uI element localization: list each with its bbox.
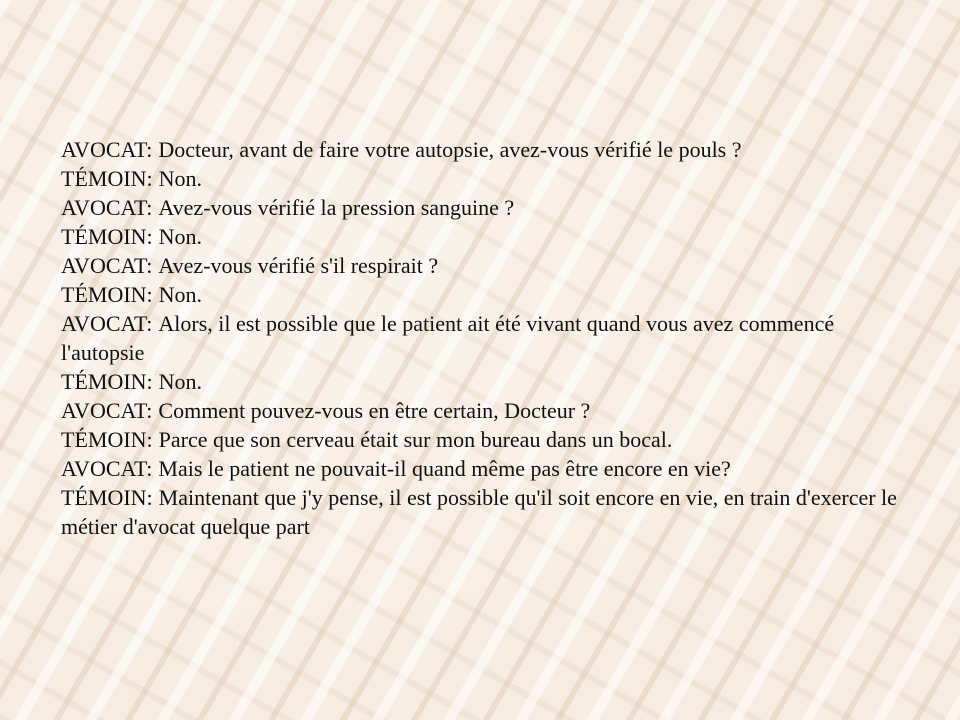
speaker-label: AVOCAT:: [61, 311, 153, 336]
dialogue-line: [61, 367, 921, 396]
dialogue-line: [61, 425, 921, 454]
dialogue-line: [61, 483, 921, 541]
dialogue-text: Docteur, avant de faire votre autopsie, avez-vous vérifié le pouls ?: [158, 137, 742, 162]
dialogue-line: [61, 164, 921, 193]
dialogue-text: Maintenant que j'y pense, il est possible qu'il soit encore en vie, en train d'exercer le métier d'avocat quelque part: [61, 485, 897, 539]
speaker-label: AVOCAT:: [61, 137, 153, 162]
dialogue-line: [61, 222, 921, 251]
dialogue-text: Avez-vous vérifié la pression sanguine ?: [158, 195, 515, 220]
speaker-label: AVOCAT:: [61, 253, 153, 278]
dialogue-text: Comment pouvez-vous en être certain, Docteur ?: [158, 398, 591, 423]
dialogue-text: Avez-vous vérifié s'il respirait ?: [158, 253, 439, 278]
speaker-label: TÉMOIN:: [61, 485, 153, 510]
speaker-label: AVOCAT:: [61, 398, 153, 423]
dialogue-line: [61, 454, 921, 483]
dialogue-text: Alors, il est possible que le patient ait été vivant quand vous avez commencé l'autopsie: [61, 311, 835, 365]
dialogue-line: [61, 193, 921, 222]
speaker-label: TÉMOIN:: [61, 369, 153, 394]
dialogue-transcript: [61, 135, 921, 541]
dialogue-line: [61, 396, 921, 425]
dialogue-text: Non.: [158, 224, 203, 249]
speaker-label: TÉMOIN:: [61, 427, 153, 452]
dialogue-text: Mais le patient ne pouvait-il quand même pas être encore en vie?: [158, 456, 731, 481]
speaker-label: AVOCAT:: [61, 456, 153, 481]
dialogue-line: [61, 280, 921, 309]
dialogue-line: [61, 309, 921, 367]
dialogue-text: Non.: [158, 282, 203, 307]
dialogue-text: Parce que son cerveau était sur mon bureau dans un bocal.: [158, 427, 673, 452]
speaker-label: TÉMOIN:: [61, 282, 153, 307]
dialogue-line: [61, 251, 921, 280]
dialogue-text: Non.: [158, 369, 203, 394]
dialogue-line: [61, 135, 921, 164]
speaker-label: TÉMOIN:: [61, 166, 153, 191]
speaker-label: AVOCAT:: [61, 195, 153, 220]
speaker-label: TÉMOIN:: [61, 224, 153, 249]
dialogue-text: Non.: [158, 166, 203, 191]
